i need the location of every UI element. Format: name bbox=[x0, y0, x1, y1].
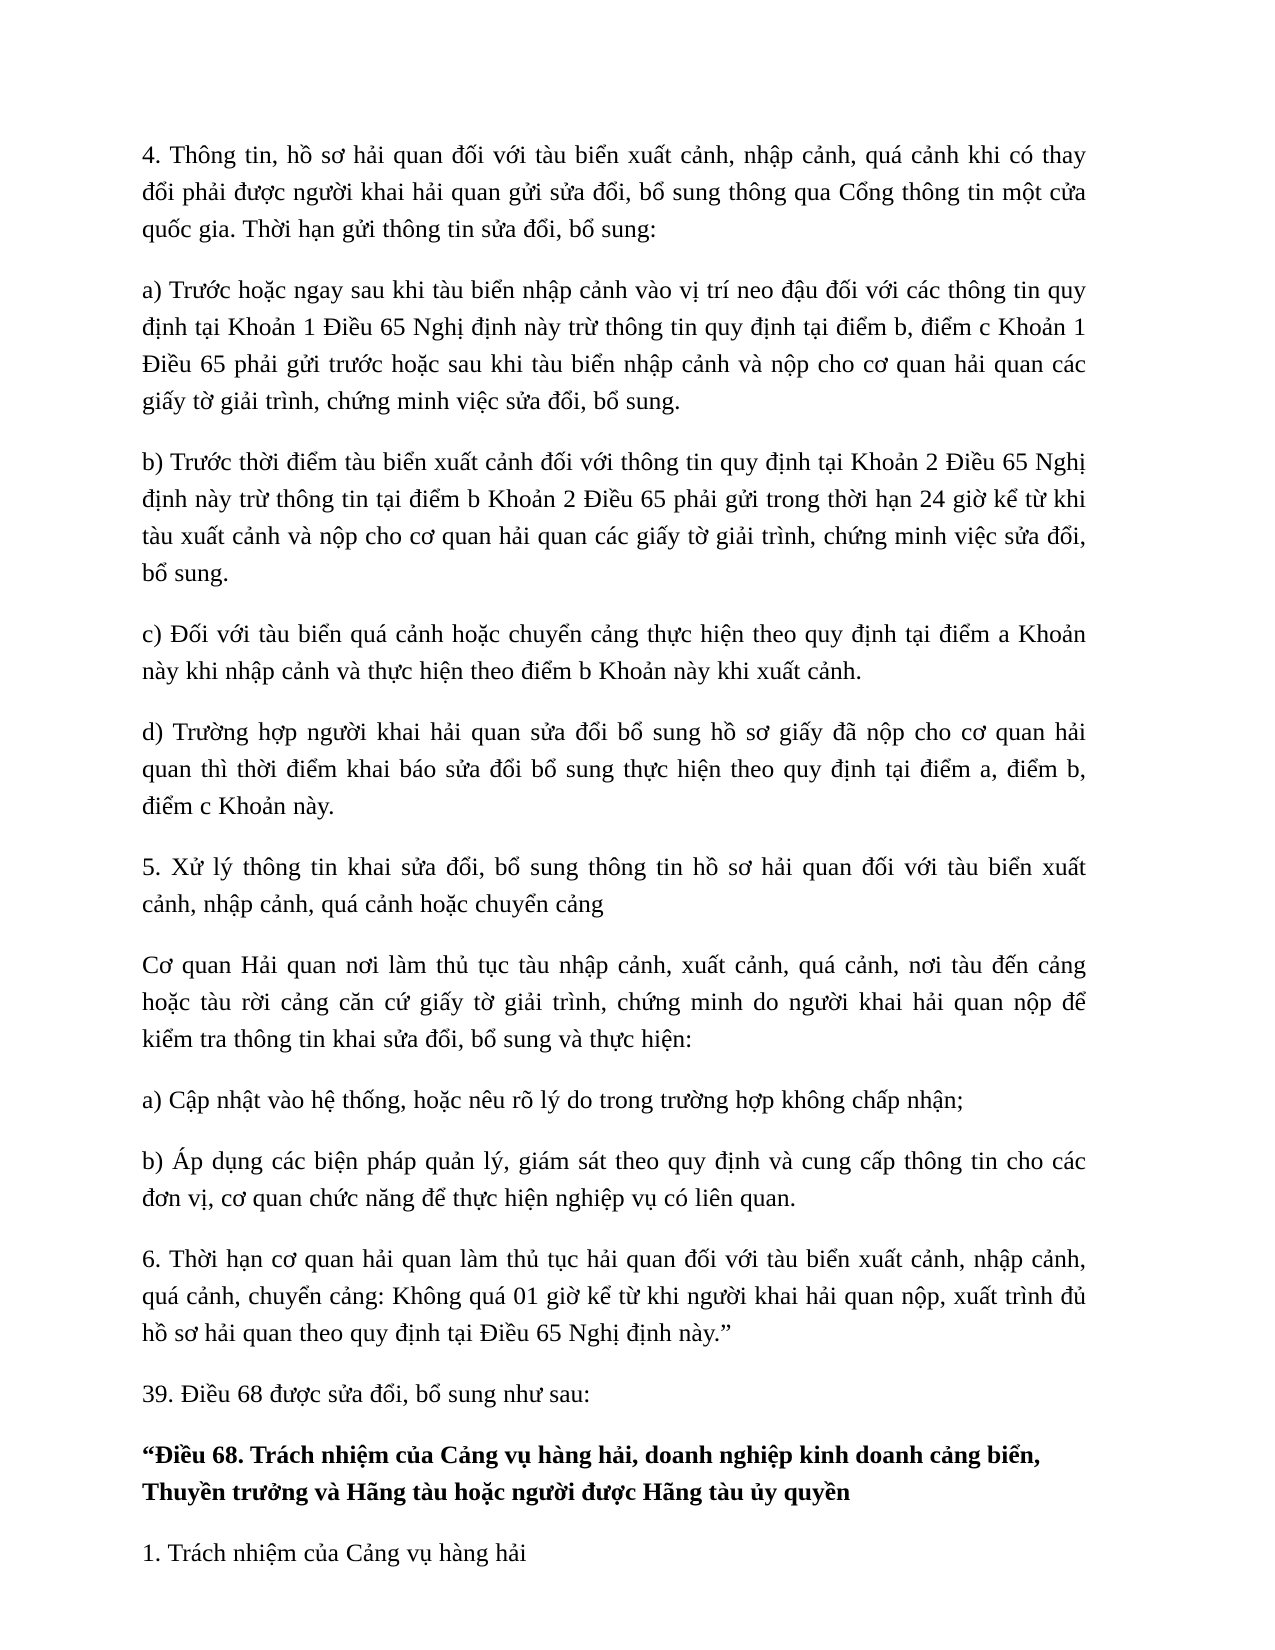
paragraph-clause-5: 5. Xử lý thông tin khai sửa đổi, bổ sung thông tin hồ sơ hải quan đối với tàu biển xuất cảnh, nhập cảnh, quá cảnh hoặc chuyển cảng bbox=[142, 852, 1086, 918]
paragraph-clause-5-intro: Cơ quan Hải quan nơi làm thủ tục tàu nhập cảnh, xuất cảnh, quá cảnh, nơi tàu đến cảng hoặc tàu rời cảng căn cứ giấy tờ giải trình, chứng minh do người khai hải quan nộp để kiểm tra thông tin khai sửa đổi, bổ sung và thực hiện: bbox=[142, 950, 1086, 1053]
paragraph-clause-6: 6. Thời hạn cơ quan hải quan làm thủ tục hải quan đối với tàu biển xuất cảnh, nhập cảnh, quá cảnh, chuyển cảng: Không quá 01 giờ kể từ khi người khai hải quan nộp, xuất trình đủ hồ sơ hải quan theo quy định tại Điều 65 Nghị định này.” bbox=[142, 1244, 1086, 1347]
paragraph-clause-4-c: c) Đối với tàu biển quá cảnh hoặc chuyển cảng thực hiện theo quy định tại điểm a Khoản này khi nhập cảnh và thực hiện theo điểm b Khoản này khi xuất cảnh. bbox=[142, 619, 1086, 685]
paragraph-clause-5-b: b) Áp dụng các biện pháp quản lý, giám sát theo quy định và cung cấp thông tin cho các đơn vị, cơ quan chức năng để thực hiện nghiệp vụ có liên quan. bbox=[142, 1146, 1086, 1212]
paragraph-clause-5-a: a) Cập nhật vào hệ thống, hoặc nêu rõ lý do trong trường hợp không chấp nhận; bbox=[142, 1085, 964, 1114]
paragraph-clause-4-b: b) Trước thời điểm tàu biển xuất cảnh đối với thông tin quy định tại Khoản 2 Điều 65 Nghị định này trừ thông tin tại điểm b Khoản 2 Điều 65 phải gửi trong thời hạn 24 giờ kể từ khi tàu xuất cảnh và nộp cho cơ quan hải quan các giấy tờ giải trình, chứng minh việc sửa đổi, bổ sung. bbox=[142, 447, 1086, 587]
paragraph-item-39: 39. Điều 68 được sửa đổi, bổ sung như sau: bbox=[142, 1379, 591, 1408]
document-body bbox=[142, 136, 1086, 1571]
paragraph-article-68-clause-1: 1. Trách nhiệm của Cảng vụ hàng hải bbox=[142, 1538, 527, 1567]
article-68-heading: “Điều 68. Trách nhiệm của Cảng vụ hàng hải, doanh nghiệp kinh doanh cảng biển, Thuyền trưởng và Hãng tàu hoặc người được Hãng tàu ủy quyền bbox=[142, 1440, 1041, 1506]
paragraph-clause-4: 4. Thông tin, hồ sơ hải quan đối với tàu biển xuất cảnh, nhập cảnh, quá cảnh khi có thay đổi phải được người khai hải quan gửi sửa đổi, bổ sung thông qua Cổng thông tin một cửa quốc gia. Thời hạn gửi thông tin sửa đổi, bổ sung: bbox=[142, 140, 1086, 243]
paragraph-clause-4-d: d) Trường hợp người khai hải quan sửa đổi bổ sung hồ sơ giấy đã nộp cho cơ quan hải quan thì thời điểm khai báo sửa đổi bổ sung thực hiện theo quy định tại điểm a, điểm b, điểm c Khoản này. bbox=[142, 717, 1086, 820]
paragraph-clause-4-a: a) Trước hoặc ngay sau khi tàu biển nhập cảnh vào vị trí neo đậu đối với các thông tin quy định tại Khoản 1 Điều 65 Nghị định này trừ thông tin quy định tại điểm b, điểm c Khoản 1 Điều 65 phải gửi trước hoặc sau khi tàu biển nhập cảnh và nộp cho cơ quan hải quan các giấy tờ giải trình, chứng minh việc sửa đổi, bổ sung. bbox=[142, 275, 1086, 415]
